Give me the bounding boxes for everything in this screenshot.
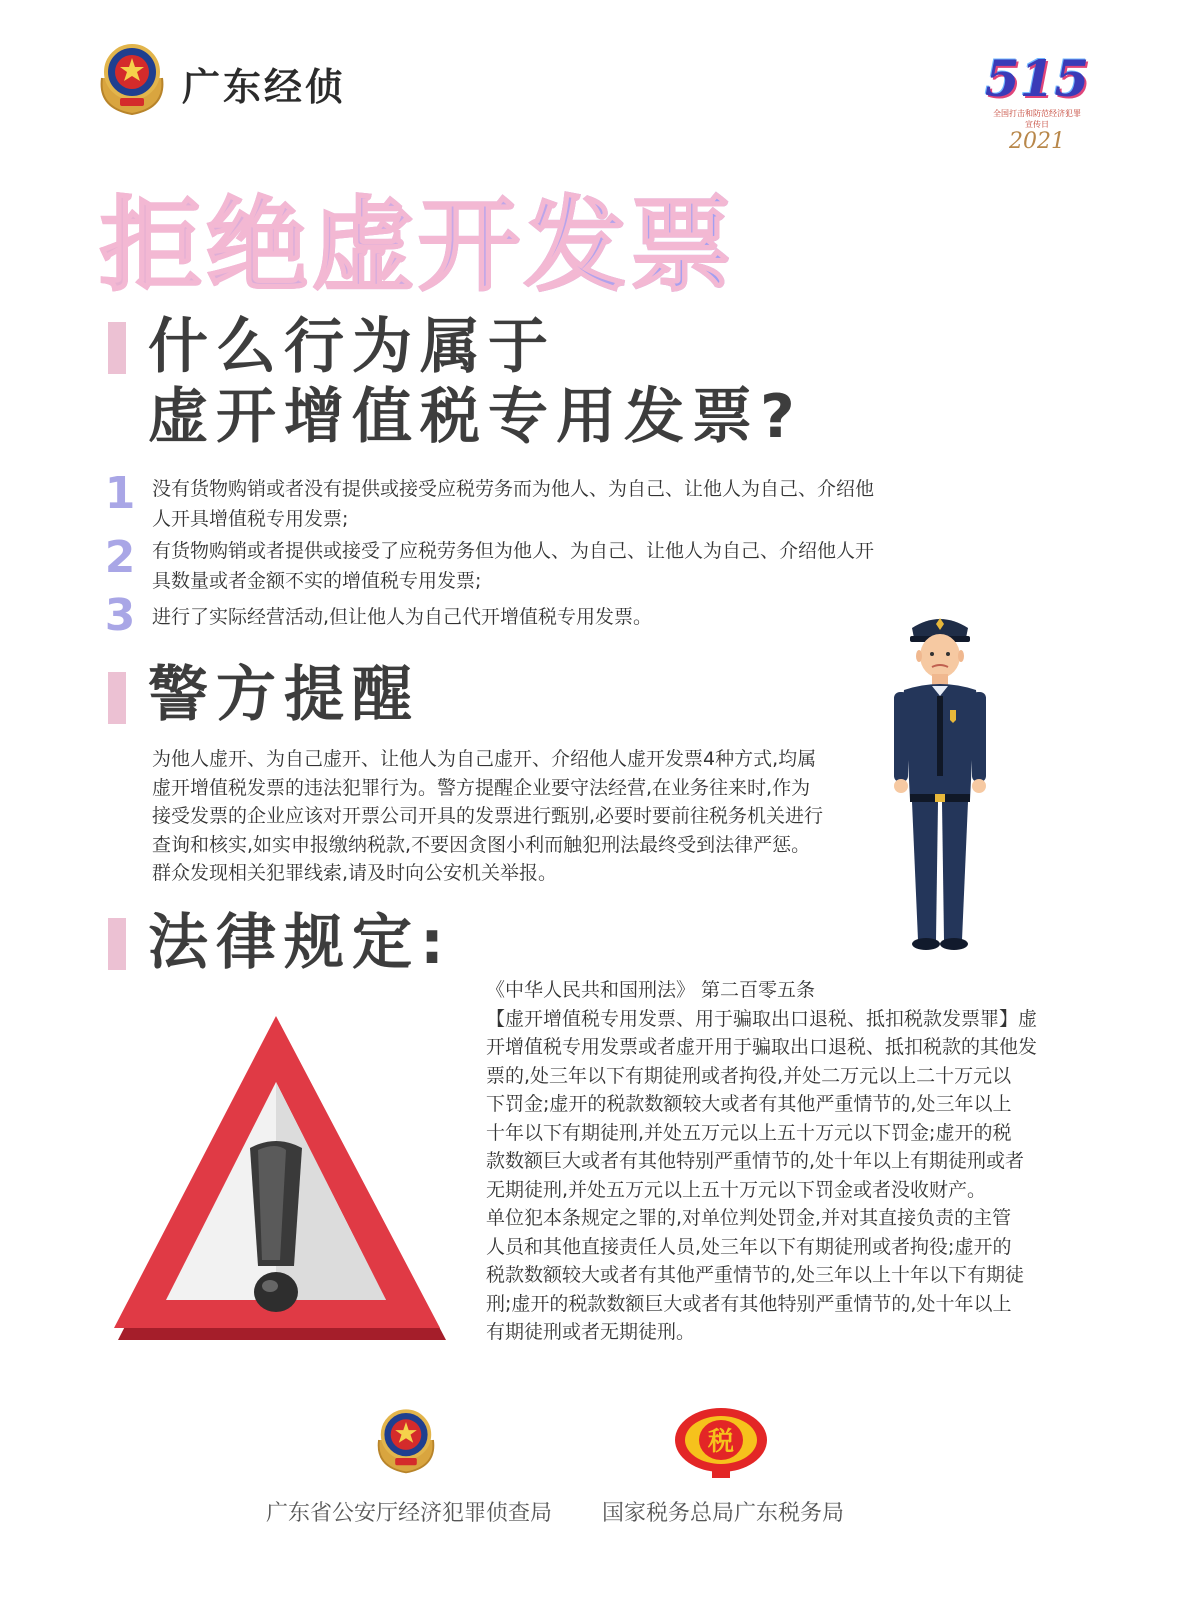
law-line: 有期徒刑或者无期徒刑。 — [486, 1321, 696, 1343]
list-item: 进行了实际经营活动,但让他人为自己代开增值税专用发票。 — [152, 606, 653, 628]
badge-line1: 全国打击和防范经济犯罪 — [993, 109, 1081, 118]
law-line: 刑;虚开的税款数额巨大或者有其他特别严重情节的,处十年以上 — [486, 1292, 1012, 1315]
brand-name: 广东经侦 — [182, 65, 347, 109]
page-title: 拒绝虚开发票 — [100, 165, 736, 311]
section2-heading: 警方提醒 — [148, 660, 420, 730]
reminder-line: 群众发现相关犯罪线索,请及时向公安机关举报。 — [152, 862, 558, 884]
law-line: 款数额巨大或者有其他特别严重情节的,处十年以上有期徒刑或者 — [486, 1150, 1025, 1172]
section3-heading: 法律规定: — [148, 908, 452, 978]
tax-emblem-char: 税 — [707, 1427, 735, 1457]
reminder-line: 查询和核实,如实申报缴纳税款,不要因贪图小利而触犯刑法最终受到法律严惩。 — [152, 833, 811, 856]
police-emblem-icon — [92, 38, 172, 118]
law-line: 开增值税专用发票或者虚开用于骗取出口退税、抵扣税款的其他发 — [486, 1036, 1038, 1058]
warning-triangle-icon — [110, 1010, 455, 1370]
badge-line2: 宣传日 — [1025, 120, 1049, 129]
law-line: 单位犯本条规定之罪的,对单位判处罚金,并对其直接负责的主管 — [486, 1207, 1012, 1229]
list-item: 有货物购销或者提供或接受了应税劳务但为他人、为自己、让他人为自己、介绍他人开具数量或者金额不实的增值税专用发票; — [152, 540, 875, 592]
police-officer-illustration — [880, 610, 1000, 955]
footer-left-label: 广东省公安厅经济犯罪侦查局 — [266, 1501, 553, 1526]
list-number: 2 — [104, 532, 136, 583]
reminder-line: 虚开增值税发票的违法犯罪行为。警方提醒企业要守法经营,在业务往来时,作为 — [152, 776, 811, 799]
campaign-badge — [982, 30, 1092, 170]
law-line: 人员和其他直接责任人员,处三年以下有期徒刑或者拘役;虚开的 — [486, 1235, 1012, 1258]
law-line: 十年以下有期徒刑,并处五万元以上五十万元以下罚金;虚开的税 — [486, 1121, 1012, 1144]
law-line: 下罚金;虚开的税款数额较大或者有其他严重情节的,处三年以上 — [486, 1093, 1012, 1115]
section-accent-bar — [108, 918, 126, 970]
police-emblem-icon — [370, 1402, 442, 1478]
section1-heading-line2: 虚开增值税专用发票? — [148, 382, 803, 452]
law-line: 税款数额较大或者有其他严重情节的,处三年以上十年以下有期徒 — [486, 1264, 1025, 1286]
badge-number: 515 — [984, 49, 1090, 108]
tax-bureau-emblem-icon — [672, 1402, 770, 1480]
list-number: 1 — [104, 468, 136, 519]
reminder-line: 为他人虚开、为自己虚开、让他人为自己虚开、介绍他人虚开发票4种方式,均属 — [152, 748, 817, 770]
list-number: 3 — [104, 590, 136, 641]
badge-year: 2021 — [1009, 129, 1065, 154]
list-item: 没有货物购销或者没有提供或接受应税劳务而为他人、为自己、让他人为自己、介绍他人开具增值税专用发票; — [152, 478, 875, 530]
law-line: 票的,处三年以下有期徒刑或者拘役,并处二万元以上二十万元以 — [486, 1064, 1012, 1087]
footer-right-label: 国家税务总局广东税务局 — [602, 1501, 845, 1526]
law-line: 无期徒刑,并处五万元以上五十万元以下罚金或者没收财产。 — [486, 1178, 987, 1201]
law-line: 【虚开增值税专用发票、用于骗取出口退税、抵扣税款发票罪】虚 — [486, 1007, 1038, 1030]
law-line: 《中华人民共和国刑法》 第二百零五条 — [486, 979, 816, 1001]
section-accent-bar — [108, 672, 126, 724]
reminder-line: 接受发票的企业应该对开票公司开具的发票进行甄别,必要时要前往税务机关进行 — [152, 805, 824, 827]
section1-heading-line1: 什么行为属于 — [148, 312, 556, 382]
section-accent-bar — [108, 322, 126, 374]
police-reminder-text — [152, 745, 852, 888]
law-text — [486, 976, 1046, 1347]
